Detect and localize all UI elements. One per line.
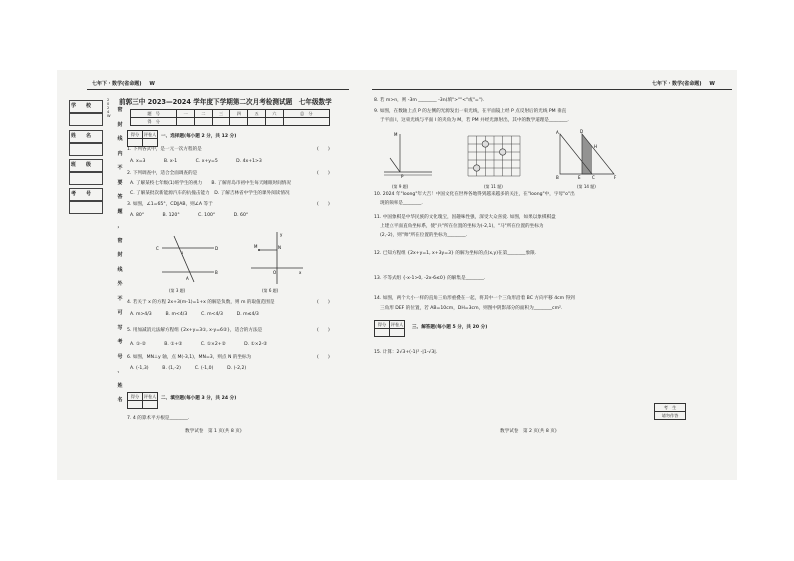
binding-warning-char: 封 xyxy=(117,121,123,128)
grader-box-entry[interactable] xyxy=(143,401,158,409)
svg-text:P: P xyxy=(401,174,404,179)
binding-warning-char: 号 xyxy=(117,353,123,360)
question-2-options-cd: C. 了解某批次新能源汽车的抗撞击能力 D. 了解吉林省中学生的课外阅读情况 xyxy=(130,191,290,196)
figure-q14-caption: (第 14 题) xyxy=(577,184,596,189)
page1-header-mark: W xyxy=(149,81,155,87)
exam-page-2 xyxy=(372,70,737,480)
score-box-entry[interactable] xyxy=(128,139,143,147)
question-1-options: A. x=3 B. x-1 C. x+y=5 D. 4x+1>3 xyxy=(130,159,262,164)
score-entry[interactable] xyxy=(195,118,213,126)
figure-q3-caption: (第 3 题) xyxy=(169,288,186,293)
figure-q11-chessboard xyxy=(464,132,524,182)
exam-page-1 xyxy=(57,70,347,480)
svg-text:N: N xyxy=(278,245,281,250)
svg-text:B: B xyxy=(215,270,218,275)
figure-q9-caption: (第 9 题) xyxy=(392,184,409,189)
grader-box-label: 评卷人 xyxy=(143,393,157,399)
answer-paren[interactable]: ( ) xyxy=(317,300,330,305)
score-entry[interactable] xyxy=(248,118,266,126)
checker-box-note: 请勿作答 xyxy=(655,412,686,420)
answer-paren[interactable]: ( ) xyxy=(317,171,330,176)
checker-box xyxy=(654,403,686,420)
page2-header-mark: W xyxy=(709,81,715,87)
score-table xyxy=(130,109,330,126)
grader-box-entry[interactable] xyxy=(390,329,405,337)
page2-header xyxy=(652,80,715,87)
svg-text:y: y xyxy=(280,232,283,237)
score-cell: 得 分 xyxy=(131,118,177,126)
question-8: 8. 若 m>n，则 -3m ________ -3n(填">""<"或"="). xyxy=(374,98,485,103)
svg-text:D: D xyxy=(580,129,584,134)
section1-header: 一、选择题(每小题 2 分，共 12 分) xyxy=(161,134,237,139)
page1-footer: 数学试卷 第 1 页(共 8 页) xyxy=(185,429,242,434)
school-field[interactable] xyxy=(69,113,103,126)
binding-warning-char: 外 xyxy=(117,281,123,287)
question-7: 7. 4 的算术平方根是________. xyxy=(127,416,190,421)
figure-q3 xyxy=(152,228,222,286)
score-cell: 五 xyxy=(248,110,266,118)
svg-text:C: C xyxy=(156,246,159,251)
section2-header: 二、填空题(每小题 3 分，共 24 分) xyxy=(161,396,237,401)
score-box-label: 得分 xyxy=(375,321,390,329)
figure-q14 xyxy=(552,128,632,182)
score-table-score-row xyxy=(131,118,330,126)
binding-warning-char: 不 xyxy=(117,165,123,171)
score-box-entry[interactable] xyxy=(128,401,143,409)
figure-q6-caption: (第 6 题) xyxy=(262,288,279,293)
exam-title: 前郭三中 2023—2024 学年度下学期第二次月考检测试题 七年级数学 xyxy=(119,98,332,106)
answer-paren[interactable]: ( ) xyxy=(317,355,330,360)
page2-header-rule xyxy=(372,89,732,90)
score-cell: 六 xyxy=(265,110,283,118)
score-entry[interactable] xyxy=(230,118,248,126)
exam-paper-scan xyxy=(57,70,737,480)
score-box-entry[interactable] xyxy=(375,329,390,337)
svg-text:1: 1 xyxy=(181,251,184,255)
binding-warning-char: ， xyxy=(117,223,123,229)
answer-paren[interactable]: ( ) xyxy=(317,202,330,207)
score-cell: 二 xyxy=(195,110,213,118)
section1-grader-box xyxy=(127,130,158,147)
binding-warning-char: 内 xyxy=(117,150,123,157)
binding-warning-char: 线 xyxy=(117,136,123,142)
page1-header xyxy=(92,80,155,87)
question-11-cont-2: (2,-2)，则"帅"所在位置的坐标为________. xyxy=(380,233,468,238)
question-9: 9. 如图，在数轴上点 P 的左侧的光源发出一束光线，在平面镜上经 P 点反射后的光线 PM 垂直 xyxy=(374,109,567,114)
page1-header-text: 七年下・数学(省命题) xyxy=(92,81,142,87)
class-field[interactable] xyxy=(69,172,103,185)
svg-text:E: E xyxy=(578,175,581,180)
question-11: 11. 中国象棋是中华民族的文化瑰宝，因趣味性强，深受大众喜爱. 如图，如果以象棋棋盘 xyxy=(374,215,556,220)
score-cell: 一 xyxy=(177,110,195,118)
name-field[interactable] xyxy=(69,143,103,156)
question-6: 6. 如图，MN⊥y 轴，点 M(-3,1)，MN=3，则点 N 的坐标为 xyxy=(127,355,252,360)
binding-warning-char: 考 xyxy=(117,339,123,345)
svg-text:C: C xyxy=(592,175,595,180)
binding-warning-char: 密 xyxy=(117,107,123,113)
class-label: 班 级 xyxy=(71,162,92,168)
question-14: 14. 如图，两个大小一样的直角三角形重叠在一起，将其中一个三角形沿着 BC 方向平移 4cm 得到 xyxy=(374,296,575,301)
binding-warning-char: 可 xyxy=(117,310,123,316)
score-cell: 总 分 xyxy=(283,110,329,118)
question-2: 2. 下列调查中，适合全面调查的是 xyxy=(127,171,198,176)
binding-warning-char: 姓 xyxy=(117,382,123,389)
svg-text:F: F xyxy=(614,175,617,180)
score-entry[interactable] xyxy=(212,118,230,126)
question-13: 13. 不等式组 {-x-1>0, -2x-6≤0} 的解集是________. xyxy=(374,276,486,281)
question-9-cont: 于平面 l，这束光线与平面 l 的夹角为 M，若 PM 并经光源射出，其中的数学道理是________. xyxy=(380,118,569,123)
svg-text:A: A xyxy=(556,130,559,135)
binding-warning-char: 写 xyxy=(117,324,123,331)
question-3-options: A. 80° B. 120° C. 100° D. 60° xyxy=(130,213,249,218)
svg-text:B: B xyxy=(556,175,559,180)
svg-text:H: H xyxy=(594,144,598,149)
question-6-options: A. (-1,3) B. (1,-2) C. (-1,0) D. (-2,2) xyxy=(130,366,247,371)
question-12: 12. 已知方程组 {2x+y=1, x+3y=3} 的解为坐标的点(x,y)在第________象限. xyxy=(374,251,537,256)
binding-warning-char: 要 xyxy=(117,179,123,186)
grader-box-entry[interactable] xyxy=(143,139,158,147)
school-label: 学 校 xyxy=(71,103,92,109)
score-cell: 三 xyxy=(212,110,230,118)
checker-box-label: 考 生 xyxy=(655,404,686,412)
svg-text:A: A xyxy=(186,276,189,281)
page2-header-text: 七年下・数学(省命题) xyxy=(652,81,702,87)
answer-paren[interactable]: ( ) xyxy=(317,147,330,152)
score-table-header-row xyxy=(131,110,330,118)
score-box-label: 得分 xyxy=(128,131,143,139)
section3-header: 三、解答题(每小题 5 分，共 20 分) xyxy=(412,325,488,330)
question-2-options-ab: A. 了解某校七年级(1)班学生的视力 B. 了解青岛市初中生每天睡眠时间情况 xyxy=(130,181,291,186)
figure-q6 xyxy=(247,228,307,286)
binding-warning-char: 题 xyxy=(117,208,123,215)
svg-text:x: x xyxy=(299,270,302,275)
binding-code: 2024W xyxy=(107,98,111,118)
svg-text:M: M xyxy=(394,132,398,137)
grader-box-label: 评卷人 xyxy=(143,131,157,137)
answer-paren[interactable]: ( ) xyxy=(317,328,330,333)
page2-footer: 数学试卷 第 2 页(共 8 页) xyxy=(500,429,557,434)
score-cell: 题 号 xyxy=(131,110,177,118)
score-entry[interactable] xyxy=(265,118,283,126)
figure-q9 xyxy=(380,128,436,180)
question-10: 10. 2024 年"loong"年大吉！中国文化在世界各地得到越来越多的关注，在"loong"中，字母"o"出 xyxy=(374,192,575,197)
grader-box-label: 评卷人 xyxy=(390,321,404,327)
question-10-cont: 现的频率是________. xyxy=(380,201,423,206)
name-label: 姓 名 xyxy=(71,133,92,139)
section2-grader-box xyxy=(127,392,158,409)
question-15: 15. 计算：2√3+(-1)² -|1-√3|. xyxy=(374,350,438,355)
question-14-cont: 三角形 DEF 的位置，若 AB=10cm，DH=3cm，则图中阴影部分的面积为________cm². xyxy=(380,306,563,311)
binding-warning-char: 线 xyxy=(117,266,123,273)
svg-text:O: O xyxy=(273,270,277,275)
binding-warning-char: 答 xyxy=(117,194,123,200)
exam-number-field[interactable] xyxy=(69,201,103,214)
question-3: 3. 如图，∠1=65°，CD∥AB，则∠A 等于 xyxy=(127,202,213,207)
question-4-options: A. m>4/3 B. m<4/3 C. m<4/3 D. m≤4/3 xyxy=(130,312,259,317)
question-5-options: A. ①-② B. ①+② C. ①×2+② D. ①×2-② xyxy=(130,342,268,347)
score-box-label: 得分 xyxy=(128,393,143,401)
score-entry[interactable] xyxy=(177,118,195,126)
svg-text:M: M xyxy=(254,244,258,249)
figure-q11-caption: (第 11 题) xyxy=(484,184,503,189)
question-4: 4. 若关于 x 的方程 2x+3(m-1)=1+x 的解是负数，则 m 的取值范围是 xyxy=(127,300,275,305)
binding-warning-char: 封 xyxy=(117,252,123,258)
binding-warning-char: 不 xyxy=(117,295,123,302)
page1-header-rule xyxy=(87,89,349,90)
score-cell: 四 xyxy=(230,110,248,118)
question-11-cont-1: 上建立平面直角坐标系，使"兵"所在位置的坐标为(-2,1)，"马"所在位置的坐标为 xyxy=(380,224,544,229)
question-5: 5. 用加减消元法解方程组 {2x+y=3①, x-y=6②}，适合的方法是 xyxy=(127,328,263,333)
binding-warning-char: 、 xyxy=(117,368,123,374)
question-1: 1. 下列各式中，是一元一次方程的是 xyxy=(127,147,202,152)
binding-warning-char: 密 xyxy=(117,237,123,244)
score-entry[interactable] xyxy=(283,118,329,126)
svg-text:D: D xyxy=(215,246,219,251)
binding-warning-char: 名 xyxy=(117,397,123,403)
exam-number-label: 考 号 xyxy=(71,191,92,197)
section3-grader-box xyxy=(374,320,405,337)
